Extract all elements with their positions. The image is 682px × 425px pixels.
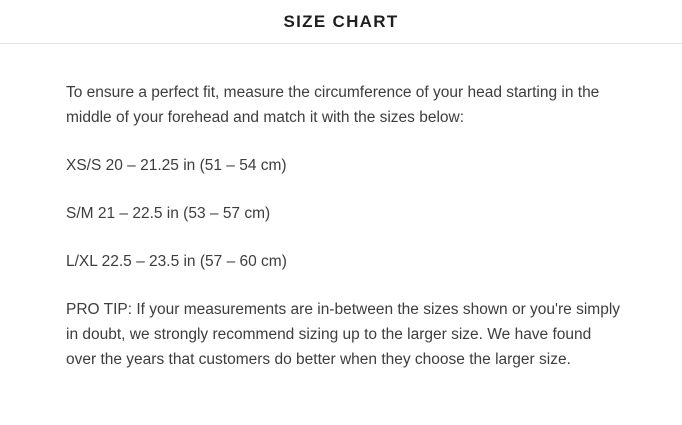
size-chart-content	[0, 44, 682, 372]
size-row-s-m: S/M 21 – 22.5 in (53 – 57 cm)	[66, 205, 271, 222]
pro-tip-text: PRO TIP: If your measurements are in-between the sizes shown or you're simply in doubt, we strongly recommend sizing up to the larger size. We have found over the years that customers do better when they choose the larger size.	[66, 301, 621, 368]
page-title: SIZE CHART	[283, 11, 399, 31]
size-row-xs-s: XS/S 20 – 21.25 in (51 – 54 cm)	[66, 157, 287, 174]
intro-text: To ensure a perfect fit, measure the circumference of your head starting in the middle of your forehead and match it with the sizes below:	[66, 84, 600, 126]
size-chart-header	[0, 0, 682, 44]
size-row-l-xl: L/XL 22.5 – 23.5 in (57 – 60 cm)	[66, 253, 287, 270]
